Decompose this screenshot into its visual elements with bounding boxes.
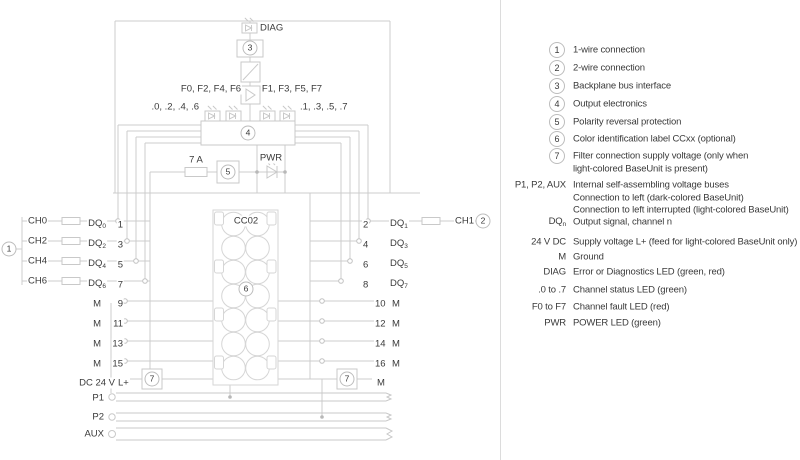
legend-text-buses-2: Connection to left (dark-colored BaseUnit) (573, 192, 744, 203)
legend-text-2: 2-wire connection (573, 62, 645, 74)
legend-key-dq: $DQ_n$ (548, 216, 566, 228)
terminal-number: 4 (363, 239, 369, 251)
fault-led-label-left: F0, F2, F4, F6 (180, 83, 242, 95)
legend-badge-4: 4 (549, 96, 565, 112)
channel-fault-led-icon (260, 106, 275, 121)
terminal-number: 2 (363, 219, 369, 231)
legend-text-fault: Channel fault LED (red) (573, 301, 670, 313)
dq-label: $DQ_7$ (390, 278, 408, 290)
ground-label: M (392, 318, 400, 330)
ground-label: M (93, 358, 101, 370)
terminal-number: 9 (117, 298, 123, 310)
channel-label: CH2 (28, 235, 48, 247)
badge-filter-left: 7 (145, 372, 160, 387)
p2-bus-label: P2 (92, 411, 104, 423)
channel-fault-led-icon (226, 106, 241, 121)
pwr-led-icon (267, 162, 278, 179)
aux-bus-label: AUX (84, 428, 104, 440)
p1-bus-label: P1 (92, 392, 104, 404)
channel-status-led-icon (205, 106, 220, 121)
legend-key-diag: DIAG (543, 266, 566, 278)
supply-voltage-label: DC 24 V (79, 377, 115, 389)
terminal-number: 1 (117, 219, 123, 231)
dq-label: $DQ_5$ (390, 258, 408, 270)
channel-label: CH1 (455, 215, 475, 227)
lplus-label: L+ (118, 377, 129, 389)
legend-text-4: Output electronics (573, 98, 647, 110)
ground-label: M (93, 318, 101, 330)
terminal-number: 16 (375, 358, 386, 370)
ground-label: M (392, 358, 400, 370)
legend-text-5: Polarity reversal protection (573, 116, 682, 128)
terminal-number: 6 (363, 259, 369, 271)
fuse-label: 7 A (189, 154, 203, 166)
badge-color-label: 6 (239, 282, 254, 297)
diag-led-label: DIAG (260, 22, 284, 34)
badge-polarity-protection: 5 (221, 165, 236, 180)
terminal-number: 14 (375, 338, 386, 350)
terminal-number: 11 (113, 318, 123, 330)
status-led-label-right: .1, .3, .5, .7 (300, 101, 348, 113)
badge-2-wire: 2 (476, 214, 491, 229)
terminal-number: 7 (117, 279, 123, 291)
legend-divider (500, 0, 501, 460)
legend-text-pwr: POWER LED (green) (573, 317, 661, 329)
terminal-number: 10 (375, 298, 386, 310)
legend-badge-1: 1 (549, 42, 565, 58)
channel-status-led-icon (280, 106, 295, 121)
legend-text-m: Ground (573, 251, 604, 263)
legend-key-buses: P1, P2, AUX (514, 179, 566, 191)
legend-text-dq: Output signal, channel n (573, 216, 672, 228)
ground-label: M (93, 298, 101, 310)
m-feed-label: M (377, 377, 385, 389)
dq-label: $DQ_4$ (88, 258, 106, 270)
legend-key-24vdc: 24 V DC (531, 236, 566, 248)
ground-label: M (392, 298, 400, 310)
legend-badge-7: 7 (549, 148, 565, 164)
channel-label: CH6 (28, 275, 48, 287)
badge-output-electronics: 4 (241, 126, 256, 141)
badge-1-wire: 1 (2, 242, 17, 257)
badge-backplane-interface: 3 (243, 41, 258, 56)
status-led-label-left: .0, .2, .4, .6 (151, 101, 199, 113)
legend-badge-2: 2 (549, 60, 565, 76)
legend-key-status: .0 to .7 (538, 284, 566, 296)
terminal-number: 3 (117, 239, 123, 251)
dq-label: $DQ_3$ (390, 238, 408, 250)
dq-label: $DQ_2$ (88, 238, 106, 250)
legend-key-pwr: PWR (544, 317, 566, 329)
legend-text-diag: Error or Diagnostics LED (green, red) (573, 266, 725, 278)
ground-label: M (392, 338, 400, 350)
legend-text-buses-3: Connection to left interrupted (light-colored BaseUnit) (573, 204, 789, 216)
channel-label: CH0 (28, 215, 48, 227)
dq-label: $DQ_6$ (88, 278, 106, 290)
legend-badge-3: 3 (549, 78, 565, 94)
channel-label: CH4 (28, 255, 48, 267)
legend-key-fault: F0 to F7 (531, 301, 566, 313)
ground-label: M (93, 338, 101, 350)
legend-badge-5: 5 (549, 114, 565, 130)
legend-text-buses: Internal self-assembling voltage buses (573, 179, 729, 191)
legend-text-7b: light-colored BaseUnit is present) (573, 163, 708, 174)
badge-filter-right: 7 (340, 372, 355, 387)
legend-text-1: 1-wire connection (573, 44, 645, 56)
dq-label: $DQ_0$ (88, 218, 106, 230)
terminal-number: 13 (112, 338, 123, 350)
legend-badge-6: 6 (549, 131, 565, 147)
legend-text-6: Color identification label CCxx (optional) (573, 133, 736, 145)
color-label-code: CC02 (233, 215, 259, 227)
legend-text-status: Channel status LED (green) (573, 284, 687, 296)
terminal-number: 12 (375, 318, 386, 330)
dq-label: $DQ_1$ (390, 218, 408, 230)
terminal-number: 5 (117, 259, 123, 271)
diag-led-icon (242, 18, 257, 33)
pwr-led-label: PWR (259, 152, 283, 164)
terminal-number: 8 (363, 279, 369, 291)
legend-text-7: Filter connection supply voltage (only when (573, 150, 749, 162)
fault-led-label-right: F1, F3, F5, F7 (261, 83, 323, 95)
terminal-number: 15 (112, 358, 123, 370)
legend-text-24vdc: Supply voltage L+ (feed for light-colored BaseUnit only) (573, 236, 798, 248)
legend-text-3: Backplane bus interface (573, 80, 671, 92)
legend-key-m: M (558, 251, 566, 263)
